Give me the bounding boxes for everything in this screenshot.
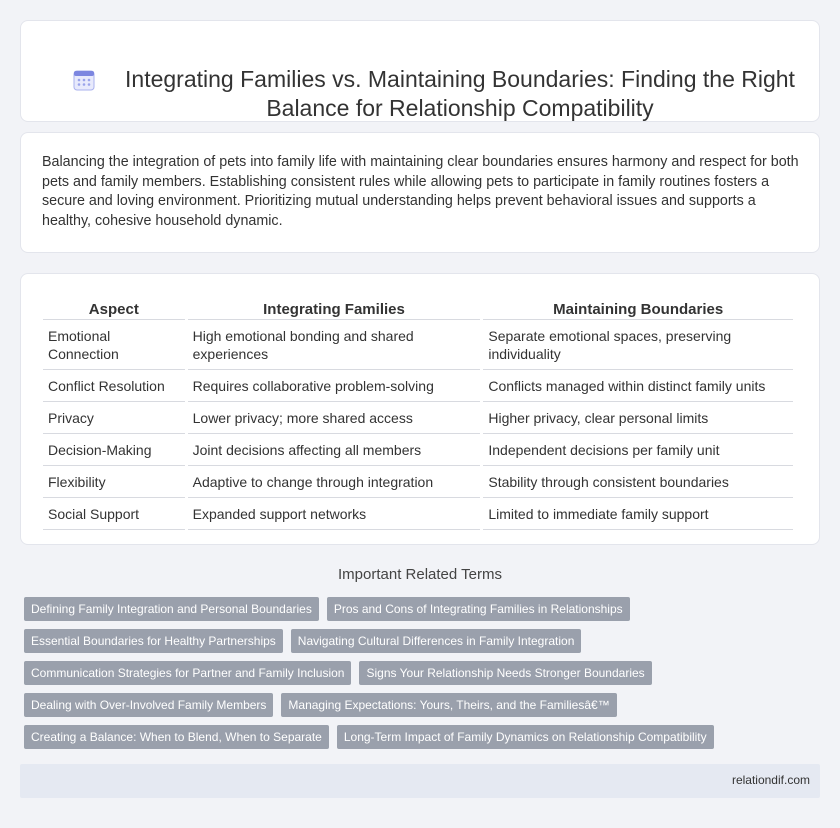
column-header: Maintaining Boundaries (483, 298, 793, 320)
table-cell: High emotional bonding and shared experiences (188, 320, 481, 370)
footer-site-link[interactable]: relationdif.com (731, 773, 810, 787)
header-card (20, 20, 820, 122)
table-cell: Expanded support networks (188, 498, 481, 530)
related-term-link[interactable]: Creating a Balance: When to Blend, When to Separate (24, 725, 329, 749)
table-row (43, 320, 793, 370)
table-cell: Flexibility (43, 466, 185, 498)
table-cell: Higher privacy, clear personal limits (483, 402, 793, 434)
related-term-link[interactable]: Essential Boundaries for Healthy Partnerships (24, 629, 283, 653)
column-header: Integrating Families (188, 298, 481, 320)
related-term-link[interactable]: Managing Expectations: Yours, Theirs, and the Familiesâ€™ (281, 693, 616, 717)
related-term-link[interactable]: Pros and Cons of Integrating Families in Relationships (327, 597, 630, 621)
footer (20, 764, 820, 798)
table-row (43, 402, 793, 434)
table-cell: Lower privacy; more shared access (188, 402, 481, 434)
related-term-link[interactable]: Navigating Cultural Differences in Family Integration (291, 629, 582, 653)
table-cell: Stability through consistent boundaries (483, 466, 793, 498)
table-cell: Conflicts managed within distinct family units (483, 370, 793, 402)
table-row (43, 498, 793, 530)
related-term-link[interactable]: Defining Family Integration and Personal Boundaries (24, 597, 319, 621)
table-cell: Joint decisions affecting all members (188, 434, 481, 466)
table-cell: Conflict Resolution (43, 370, 185, 402)
related-term-link[interactable]: Long-Term Impact of Family Dynamics on Relationship Compatibility (337, 725, 714, 749)
intro-card (20, 132, 820, 253)
table-cell: Separate emotional spaces, preserving individuality (483, 320, 793, 370)
calendar-icon (73, 69, 95, 91)
table-cell: Emotional Connection (43, 320, 185, 370)
column-header: Aspect (43, 298, 185, 320)
table-cell: Requires collaborative problem-solving (188, 370, 481, 402)
table-cell: Decision-Making (43, 434, 185, 466)
related-term-link[interactable]: Dealing with Over-Involved Family Members (24, 693, 273, 717)
table-cell: Adaptive to change through integration (188, 466, 481, 498)
comparison-card (20, 273, 820, 545)
related-term-link[interactable]: Signs Your Relationship Needs Stronger Boundaries (359, 661, 651, 685)
table-row (43, 370, 793, 402)
comparison-table (40, 298, 796, 530)
intro-text: Balancing the integration of pets into family life with maintaining clear boundaries ensures harmony and respect for both pets and family members. Establishing consistent rules while allowing pets to participate in family routines fosters a secure and loving environment. Prioritizing mutual understanding helps prevent behavioral issues and supports a healthy, cohesive household dynamic. (42, 154, 799, 229)
table-row (43, 434, 793, 466)
related-terms-title: Important Related Terms (338, 566, 502, 583)
related-terms-list (24, 597, 824, 757)
table-cell: Privacy (43, 402, 185, 434)
table-row (43, 466, 793, 498)
related-term-link[interactable]: Communication Strategies for Partner and Family Inclusion (24, 661, 351, 685)
table-cell: Independent decisions per family unit (483, 434, 793, 466)
page-title: Integrating Families vs. Maintaining Boundaries: Finding the Right Balance for Relationship Compatibility (125, 66, 795, 121)
table-header-row (43, 298, 793, 320)
table-cell: Social Support (43, 498, 185, 530)
table-cell: Limited to immediate family support (483, 498, 793, 530)
